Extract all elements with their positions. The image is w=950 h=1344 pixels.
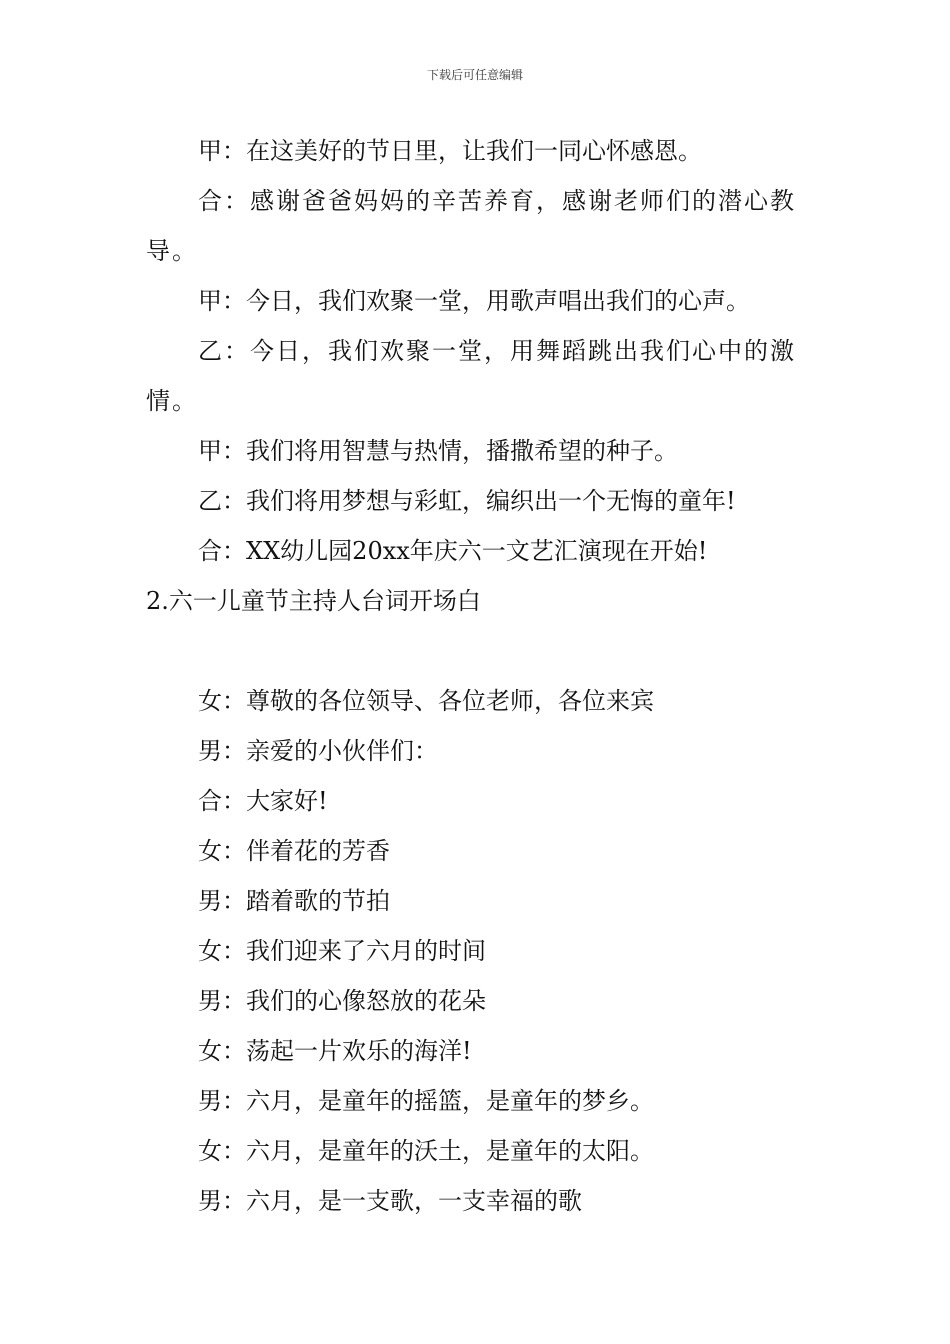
dialogue-line: 女：我们迎来了六月的时间 [198, 937, 486, 965]
dialogue-line: 甲：我们将用智慧与热情，播撒希望的种子。 [198, 437, 678, 465]
dialogue-line: 甲：在这美好的节日里，让我们一同心怀感恩。 [198, 137, 702, 165]
dialogue-line: 合：XX幼儿园20xx年庆六一文艺汇演现在开始! [198, 537, 708, 565]
dialogue-line: 女：六月，是童年的沃土，是童年的太阳。 [198, 1137, 654, 1165]
dialogue-line: 男：我们的心像怒放的花朵 [198, 987, 486, 1015]
dialogue-line: 乙：今日，我们欢聚一堂，用舞蹈跳出我们心中的激情。 [146, 337, 796, 415]
dialogue-line: 男：六月，是一支歌，一支幸福的歌 [198, 1187, 582, 1215]
dialogue-line: 甲：今日，我们欢聚一堂，用歌声唱出我们的心声。 [198, 287, 750, 315]
dialogue-line: 合：大家好! [198, 787, 328, 815]
dialogue-line: 合：感谢爸爸妈妈的辛苦养育，感谢老师们的潜心教导。 [146, 187, 796, 265]
document-body [146, 126, 810, 1226]
dialogue-line: 女：尊敬的各位领导、各位老师，各位来宾 [198, 687, 654, 715]
blank-line [146, 626, 810, 676]
section-heading: 2.六一儿童节主持人台词开场白 [146, 587, 481, 615]
dialogue-line: 女：伴着花的芳香 [198, 837, 390, 865]
dialogue-line: 男：亲爱的小伙伴们： [198, 737, 438, 765]
dialogue-line: 男：踏着歌的节拍 [198, 887, 390, 915]
dialogue-line: 乙：我们将用梦想与彩虹，编织出一个无悔的童年! [198, 487, 736, 515]
dialogue-line: 男：六月，是童年的摇篮，是童年的梦乡。 [198, 1087, 654, 1115]
dialogue-line: 女：荡起一片欢乐的海洋! [198, 1037, 472, 1065]
page-header-note: 下载后可任意编辑 [426, 68, 523, 82]
